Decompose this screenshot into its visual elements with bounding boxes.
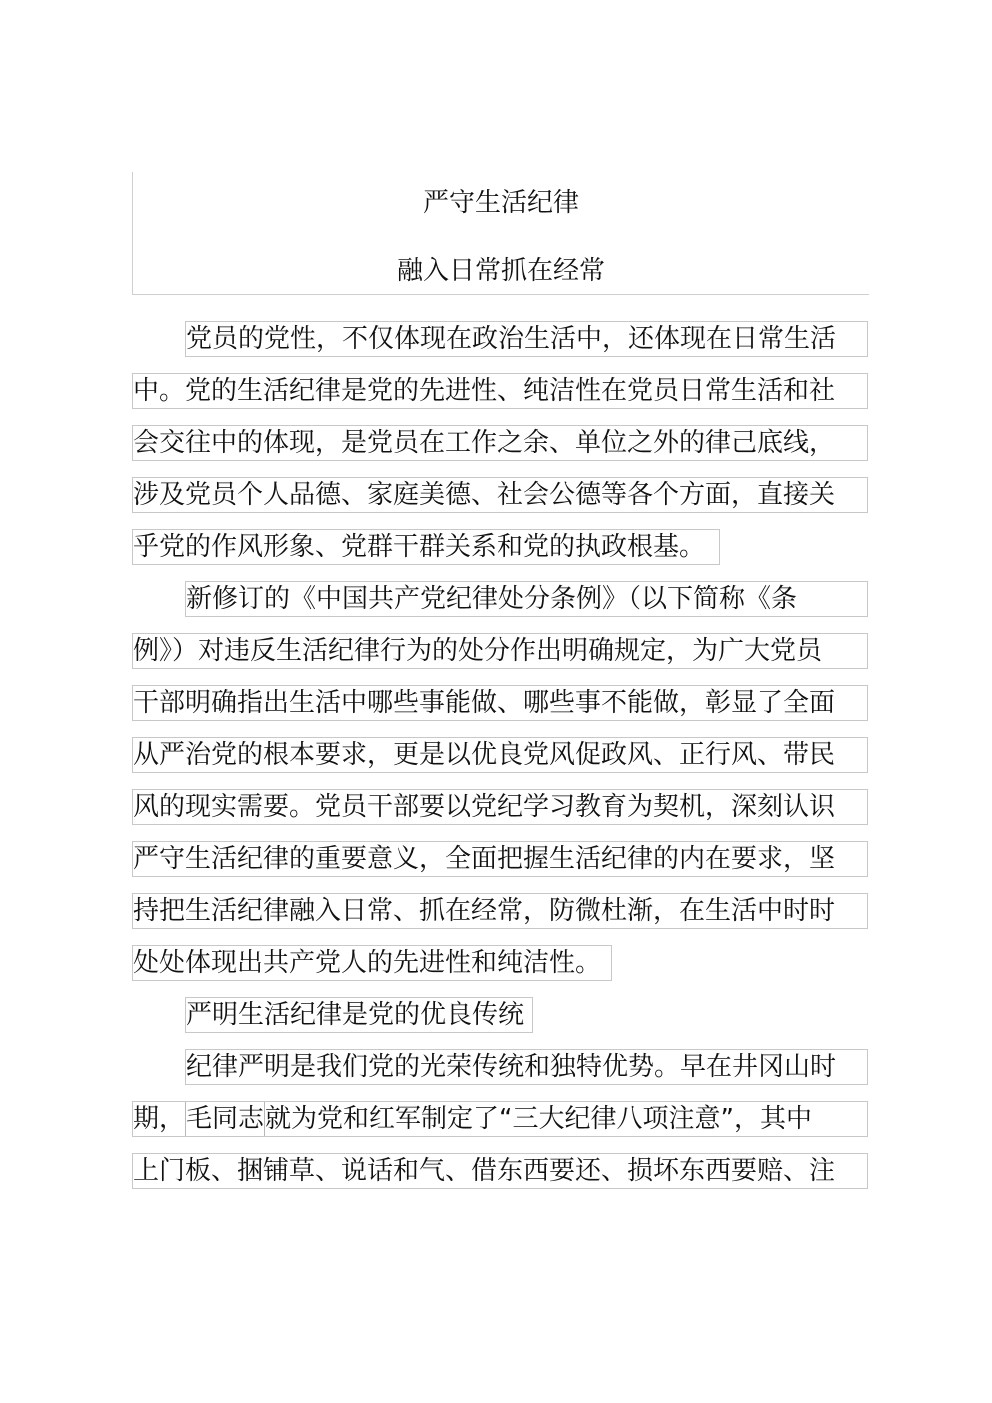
text-line-15: 纪律严明是我们党的光荣传统和独特优势。早在井冈山时 [185,1049,868,1085]
text-line-6: 新修订的《中国共产党纪律处分条例》（以下简称《条 [185,581,868,617]
text-line-11: 严守生活纪律的重要意义，全面把握生活纪律的内在要求，坚 [132,841,868,877]
text-line-3: 会交往中的体现，是党员在工作之余、单位之外的律己底线， [132,425,868,461]
text-line-2: 中。党的生活纪律是党的先进性、纯洁性在党员日常生活和社 [132,373,868,409]
text-line-8: 干部明确指出生活中哪些事能做、哪些事不能做，彰显了全面 [132,685,868,721]
text-line-12: 持把生活纪律融入日常、抓在经常，防微杜渐，在生活中时时 [132,893,868,929]
text-line-16 [132,1101,868,1137]
text-line-10: 风的现实需要。党员干部要以党纪学习教育为契机，深刻认识 [132,789,868,825]
document-subtitle: 融入日常抓在经常 [396,256,605,286]
text-line-1: 党员的党性，不仅体现在政治生活中，还体现在日常生活 [185,321,868,357]
document-title: 严守生活纪律 [422,188,579,218]
text-line-7: 例》）对违反生活纪律行为的处分作出明确规定，为广大党员 [132,633,868,669]
text-line-9: 从严治党的根本要求，更是以优良党风促政风、正行风、带民 [132,737,868,773]
text-line-5: 乎党的作风形象、党群干群关系和党的执政根基。 [132,529,720,565]
section-heading: 严明生活纪律是党的优良传统 [185,997,533,1033]
text-line-16-part3: 就为党和红军制定了“三大纪律八项注意”，其中 [265,1104,812,1134]
text-line-13: 处处体现出共产党人的先进性和纯洁性。 [132,945,612,981]
text-line-4: 涉及党员个人品德、家庭美德、社会公德等各个方面，直接关 [132,477,868,513]
text-line-16-part1: 期， [133,1104,186,1134]
text-line-16-part2: 毛同志 [186,1104,265,1134]
title-block [132,172,869,295]
text-line-17: 上门板、捆铺草、说话和气、借东西要还、损坏东西要赔、注 [132,1153,868,1189]
